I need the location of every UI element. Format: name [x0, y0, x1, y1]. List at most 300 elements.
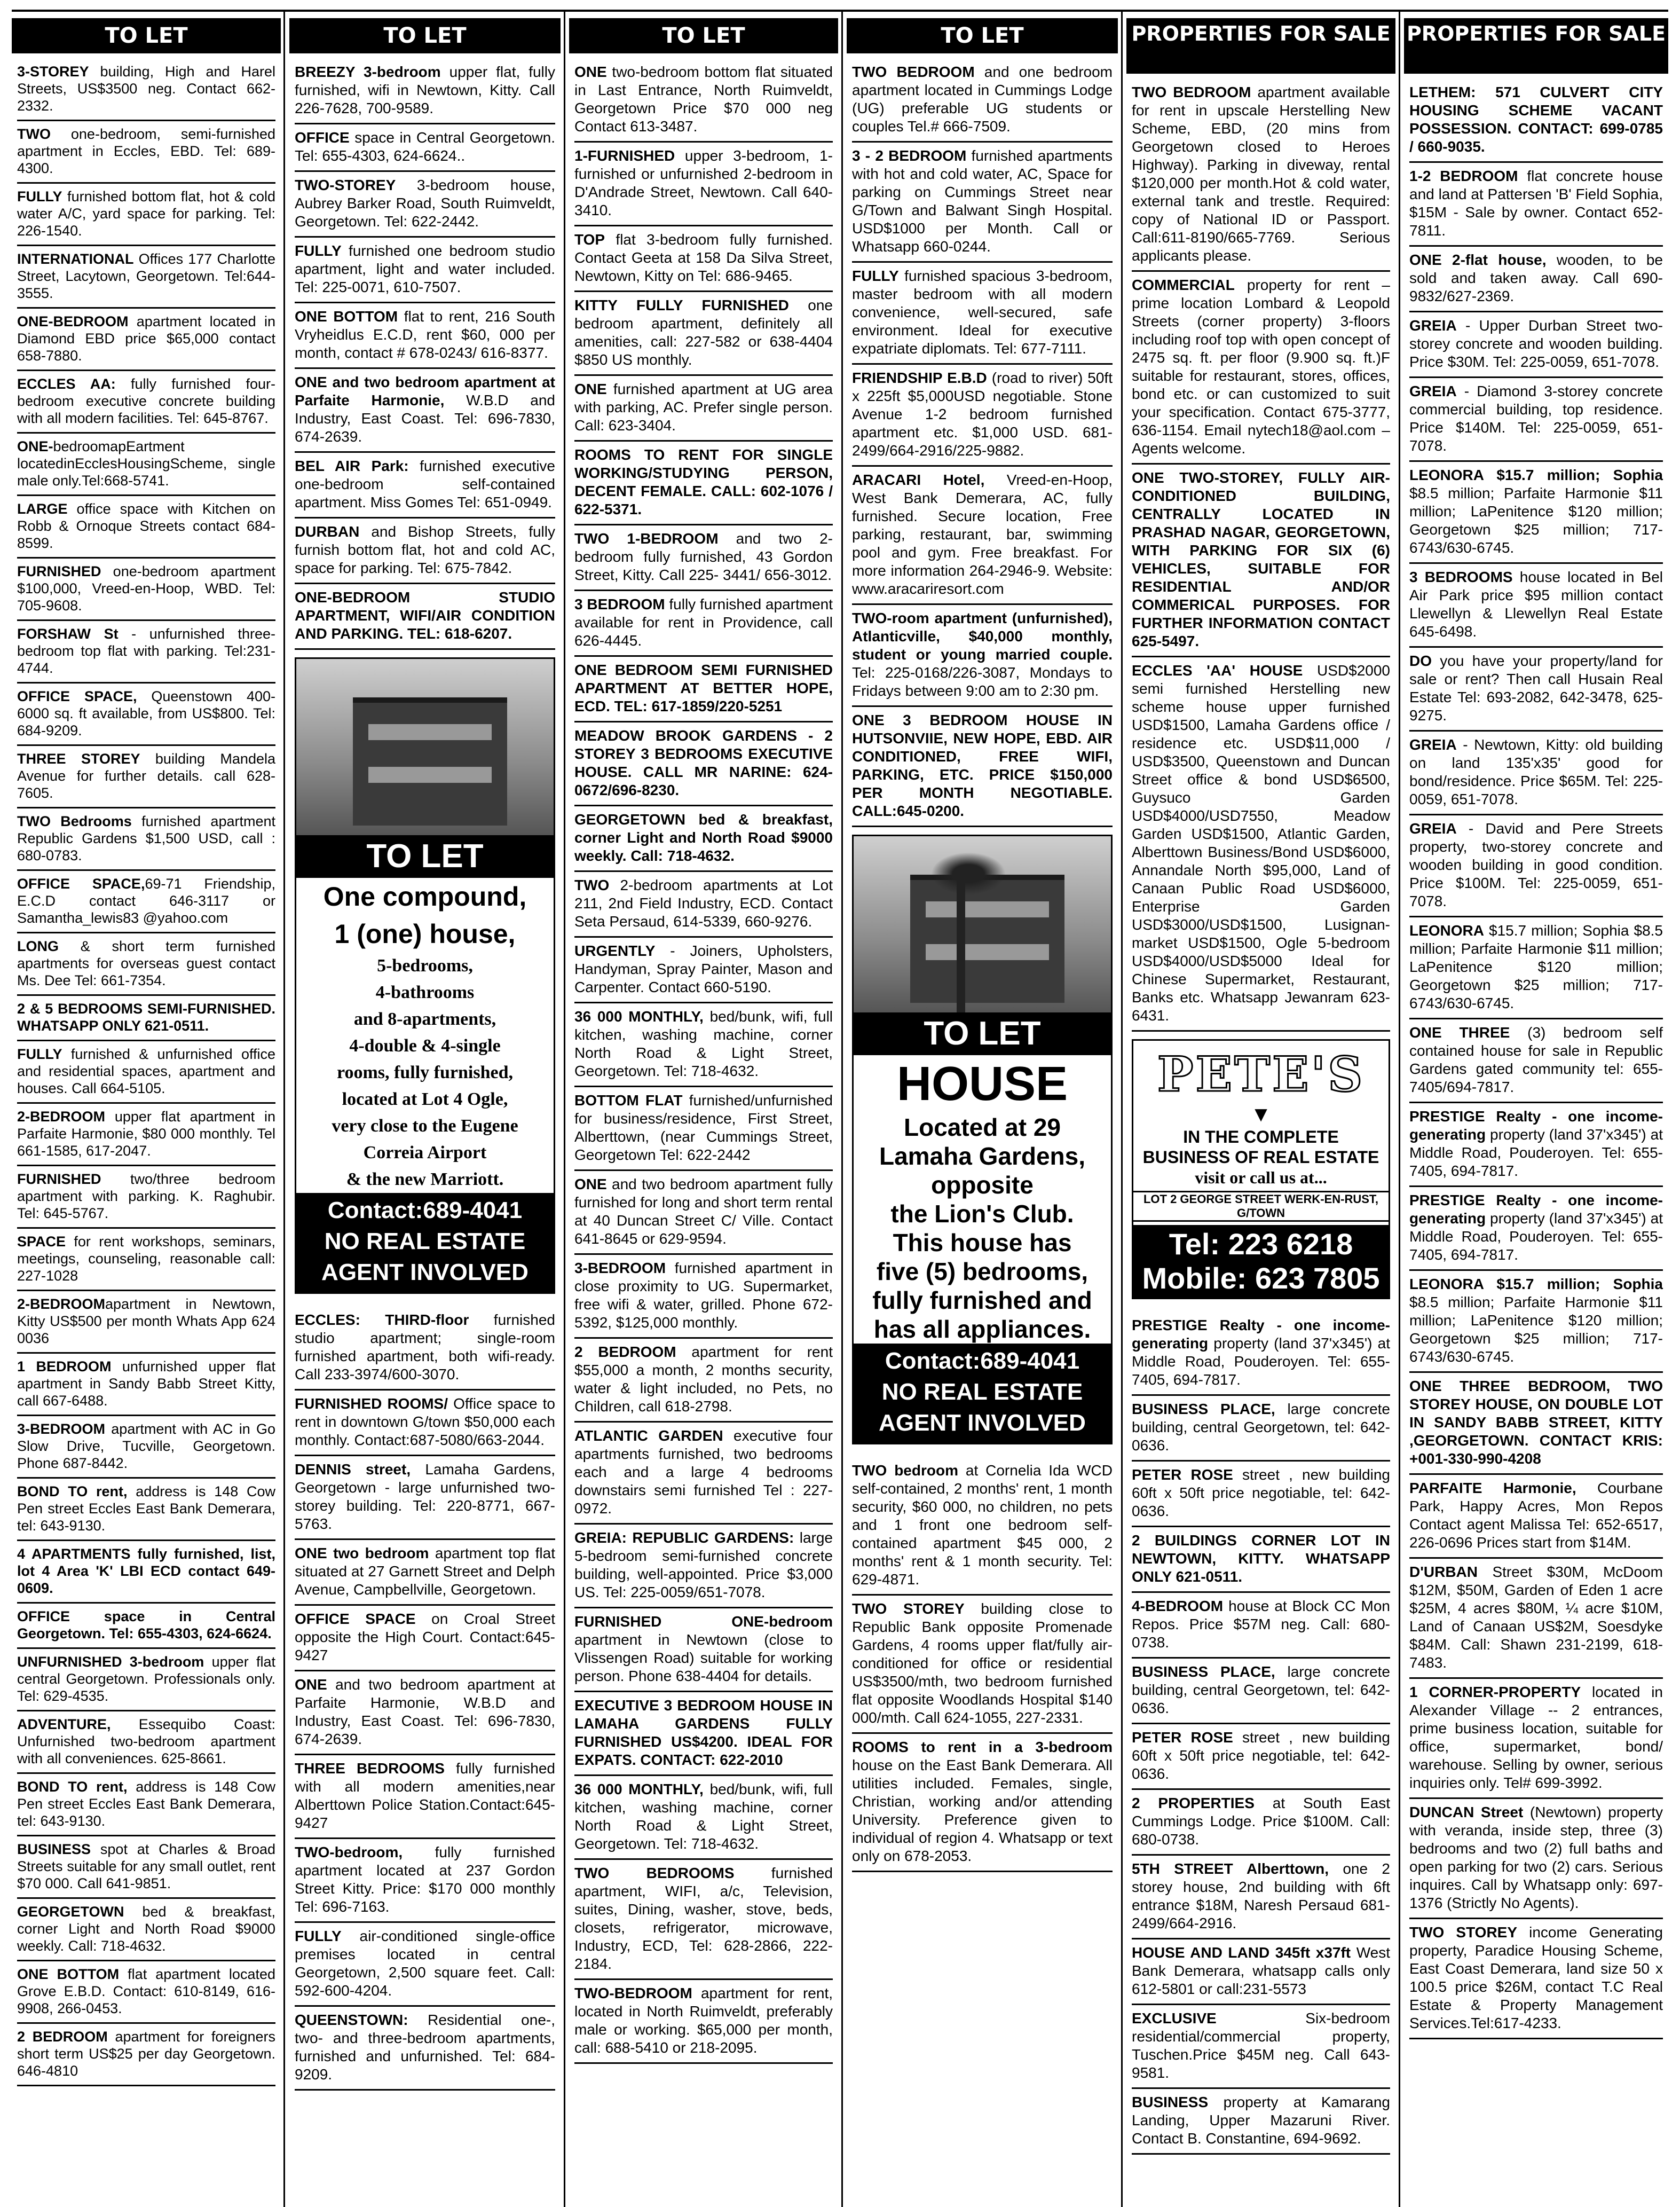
- ad-lead: ONE TWO-STOREY, FULLY AIR-CONDITIONED BUILDING, CENTRALLY LOCATED IN PRASHAD NAGAR, GEORGETOWN, WITH PARKING FOR SIX (6) VEHICLES, SUITABLE FOR RESIDENTIAL AND/OR COMMERICAL PURPOSES. FOR FURTHER INFORMATION CONTACT 625-5497.: [1132, 469, 1390, 649]
- ad-text: address is 148 Cow Pen street Eccles East Bank Demerara, tel: 643-9130.: [17, 1779, 275, 1829]
- ad-text: building, High and Harel Streets, US$3500 neg. Contact 662-2332.: [17, 64, 275, 114]
- ad-lead: 4 APARTMENTS fully furnished, list, lot 4 Area 'K' LBI ECD contact 649-0609.: [17, 1546, 275, 1596]
- classified-ad: [1409, 917, 1663, 1019]
- ad-text: two/three bedroom apartment with parking. K. Raghubir. Tel: 645-5767.: [17, 1171, 275, 1221]
- classified-ad: [295, 124, 555, 172]
- promo-line: Located at 29: [904, 1113, 1061, 1141]
- ad-lead: OFFICE SPACE: [295, 1611, 416, 1627]
- classified-ad: [1132, 1790, 1390, 1856]
- ad-text: Residential one-, two- and three-bedroom apartments, furnished and unfurnished. Tel: 684-9209.: [295, 2012, 555, 2083]
- ad-lead: FURNISHED ROOMS/: [295, 1395, 448, 1412]
- ad-list: [847, 1452, 1118, 1872]
- ad-list: [289, 53, 561, 650]
- ad-lead: BUSINESS: [17, 1841, 91, 1857]
- promo-line: very close to the Eugene: [332, 1116, 518, 1136]
- ad-lead: 1-FURNISHED: [574, 147, 675, 164]
- ad-text: street , new building 60ft x 50ft price negotiable, tel: 642-0636.: [1132, 1466, 1391, 1519]
- ad-text: property (land 37'x345') at Middle Road, Pouderoyen. Tel: 655-7405, 694-7817.: [1409, 1126, 1663, 1179]
- ad-text: large concrete building, central Georgetown, tel: 642-0636.: [1132, 1401, 1390, 1454]
- ad-lead: PRESTIGE Realty - one income-generating: [1409, 1108, 1663, 1143]
- ad-lead: ONE-BEDROOM STUDIO APARTMENT, WIFI/AIR CONDITION AND PARKING. TEL: 618-6207.: [295, 589, 555, 642]
- ad-lead: TWO-BEDROOM: [574, 1985, 692, 2001]
- ad-lead: ONE THREE: [1409, 1024, 1510, 1041]
- classified-ad: [574, 1423, 833, 1525]
- ad-text: unfurnished upper flat apartment in Sandy Babb Street Kitty, call 667-6488.: [17, 1358, 275, 1409]
- classified-ad: [295, 519, 555, 584]
- ad-list: [1126, 1307, 1395, 2155]
- ad-text: at South East Cummings Lodge. Price $100M. Call: 680-0738.: [1132, 1795, 1390, 1848]
- ad-text: air-conditioned single-office premises located in central Georgetown, 2,500 square feet. Call: 592-600-4204.: [295, 1928, 555, 1999]
- ad-lead: TWO BEDROOM: [1132, 84, 1251, 100]
- classified-ad: [1132, 1659, 1390, 1724]
- classified-ad: [1409, 648, 1663, 732]
- classified-ad: [1132, 1462, 1390, 1527]
- classified-ad: [295, 1671, 555, 1755]
- classified-ad: [295, 1391, 555, 1456]
- ad-lead: TWO: [17, 126, 51, 142]
- ad-lead: ECCLES AA:: [17, 376, 116, 392]
- ad-text: (3) bedroom self contained house for sale in Republic Gardens gated community tel: 655-7405/694-7817.: [1409, 1024, 1663, 1095]
- ad-text: and one bedroom apartment located in Cummings Lodge (UG) preferable UG students or couples Tel.# 666-7509.: [852, 64, 1113, 135]
- classified-ad: [17, 996, 275, 1041]
- ad-lead: 3 BEDROOM: [574, 596, 665, 612]
- ad-lead: OFFICE space in Central Georgetown. Tel: 655-4303, 624-6624.: [17, 1608, 275, 1641]
- ad-list: [1126, 74, 1395, 1032]
- ad-lead: 4-BEDROOM: [1132, 1598, 1224, 1614]
- ad-text: 2-bedroom apartments at Lot 211, 2nd Field Industry, ECD. Contact Seta Persaud, 614-5339, 660-9276.: [574, 877, 833, 930]
- classified-ad: [852, 1457, 1113, 1596]
- ad-text: and two bedroom apartment fully furnished for long and short term rental at 40 Duncan Street C/ Ville. Contact 641-8645 or 629-9594.: [574, 1176, 833, 1247]
- ad-lead: LEONORA $15.7 million; Sophia: [1409, 1276, 1663, 1292]
- classified-ad: [1132, 1939, 1390, 2005]
- ad-lead: 5TH STREET Alberttown,: [1132, 1860, 1329, 1877]
- column-properties-for-sale-2: [1404, 18, 1668, 2207]
- ad-lead: DENNIS street,: [295, 1461, 411, 1478]
- ad-text: Lamaha Gardens, Georgetown - large unfurnished two-storey building. Tel: 220-8771, 667-5763.: [295, 1461, 555, 1532]
- column-header: PROPERTIES FOR SALE: [1404, 18, 1668, 74]
- classified-ad: [17, 621, 275, 684]
- classified-ad: [295, 453, 555, 519]
- ad-text: bed & breakfast, corner Light and North Road $9000 weekly. Call: 718-4632.: [17, 1904, 275, 1954]
- classified-ad: [17, 1649, 275, 1711]
- ad-text: one-bedroom apartment $100,000, Vreed-en-Hoop, WBD. Tel: 705-9608.: [17, 563, 275, 614]
- classified-ad: [295, 1540, 555, 1606]
- ad-text: property (land 37'x345') at Middle Road, Pouderoyen. Tel: 655-7405, 694-7817.: [1409, 1210, 1663, 1263]
- classified-ad: [1132, 1724, 1390, 1790]
- classified-ad: [17, 746, 275, 808]
- classified-ad: [17, 1774, 275, 1836]
- ad-lead: 3 - 2 BEDROOM: [852, 147, 967, 164]
- column-header: TO LET: [289, 18, 561, 53]
- classified-ad: [574, 1980, 833, 2064]
- classified-ad: [295, 584, 555, 650]
- classified-ad: [852, 59, 1113, 143]
- ad-text: apartment located in Diamond EBD price $65,000 contact 658-7880.: [17, 313, 275, 364]
- ad-lead: HOUSE AND LAND 345ft x37ft: [1132, 1944, 1351, 1961]
- ad-text: - unfurnished three-bedroom top flat with parking. Tel:231-4744.: [17, 626, 275, 676]
- classified-ad: [574, 1339, 833, 1423]
- ad-text: spot at Charles & Broad Streets suitable for any small outlet, rent $70 000. Call 641-9851.: [17, 1841, 275, 1891]
- ad-list: [12, 53, 281, 2086]
- ad-text: USD$2000 semi furnished Herstelling new scheme house upper furnished USD$1500, Lamaha Gardens office / residence etc. USD$11,000 / USD$3500, Queenstown and Duncan Street office & bond USD$6500, Guysuco Garden USD$4000/USD7550, Meadow Garden USD$1500, Atlantic Garden, Alberttown Business/Bond USD$6000, Annandale North $95,000, Land of Canaan Public Road USD$6000, Enterprise Garden USD$3000/USD$1500, Lusignan-market USD$1500, Ogle 5-bedroom USD$4000/USD$5000 Ideal for Chinese Supermarket, Restaurant, Banks etc. Whatsapp Jewanram 623-6431.: [1132, 662, 1390, 1024]
- ad-lead: DURBAN: [295, 523, 360, 540]
- ad-text: building close to Republic Bank opposite Promenade Gardens, 4 rooms upper flat/fully air-conditioned for office or residential US$3500/mth, two bedroom furnished flat opposite Woodlands Hospital $140 000/mth. Call 624-1055, 227-2331.: [852, 1600, 1113, 1726]
- ad-lead: 2 BEDROOM: [17, 2029, 108, 2045]
- ad-lead: FURNISHED: [17, 1171, 101, 1187]
- ad-lead: PRESTIGE Realty - one income-generating: [1409, 1192, 1663, 1227]
- ad-text: located in Alexander Village -- 2 entrances, prime business location, suitable for office, supermarket, bond/ warehouse. Selling by owner, serious inquiries only. Tel# 699-3992.: [1409, 1684, 1663, 1791]
- classified-ad: [17, 2024, 275, 2086]
- promo-note: NO REAL ESTATE: [324, 1228, 526, 1254]
- classified-ad: [1132, 79, 1390, 272]
- classified-ad: [17, 1541, 275, 1604]
- ad-lead: GREIA: REPUBLIC GARDENS:: [574, 1529, 794, 1546]
- ad-lead: ONE: [574, 1176, 607, 1192]
- ad-lead: DO: [1409, 653, 1432, 669]
- ad-text: apartment in Newtown, Kitty US$500 per month Whats App 624 0036: [17, 1296, 275, 1346]
- petes-tagline: BUSINESS OF REAL ESTATE: [1142, 1148, 1379, 1167]
- compound-promo-box: [295, 657, 555, 1294]
- promo-line: the Lion's Club.: [890, 1200, 1074, 1228]
- column-header: PROPERTIES FOR SALE: [1126, 18, 1395, 74]
- promo-line: 4-double & 4-single: [349, 1036, 501, 1056]
- ad-lead: GREIA: [1409, 820, 1457, 837]
- classified-ad: [852, 143, 1113, 263]
- promo-line: has all appliances.: [873, 1315, 1091, 1343]
- classified-ad: [1409, 312, 1663, 378]
- ad-text: one bedroom apartment, definitely all amenities, call: 227-582 or 638-4404 $850 US monthly.: [574, 297, 833, 368]
- classified-ad: [1409, 79, 1663, 163]
- classified-ad: [1132, 272, 1390, 465]
- promo-note: NO REAL ESTATE: [881, 1379, 1083, 1405]
- classified-ad: [1409, 1271, 1663, 1373]
- ad-lead: 3-BEDROOM: [17, 1421, 106, 1437]
- classified-ad: [17, 1479, 275, 1541]
- classified-ad: [17, 121, 275, 184]
- ad-lead: OFFICE SPACE,: [17, 688, 137, 704]
- apartment-building-photo: [296, 659, 554, 835]
- ad-text: 69-71 Friendship, E.C.D contact 646-3117 or Samantha_lewis83 @yahoo.com: [17, 876, 275, 926]
- ad-text: - Upper Durban Street two-storey concrete and wooden building. Price $30M. Tel: 225-0059, 651-7078.: [1409, 317, 1663, 370]
- ad-lead: THREE STOREY: [17, 751, 140, 767]
- ad-lead: 1-2 BEDROOM: [1409, 168, 1518, 184]
- ad-text: at Cornelia Ida WCD self-contained, 2 months' rent, 1 month security, $60 000, no children, no pets and 1 front one bedroom self-contained apartment $45 000, 2 months' rent & 1 month security. Tel: 629-4871.: [852, 1462, 1113, 1588]
- ad-text: Office space to rent in downtown G/town $50,000 each monthly. Contact:687-5080/663-2044.: [295, 1395, 555, 1448]
- classified-ad: [574, 376, 833, 442]
- ad-text: apartment for rent $55,000 a month, 2 months security, water & light included, no Pets, no Children, call 618-2798.: [574, 1344, 833, 1415]
- ad-lead: BUSINESS PLACE,: [1132, 1401, 1275, 1417]
- ad-lead: GREIA: [1409, 317, 1457, 334]
- classified-ad: [295, 59, 555, 124]
- ad-lead: TWO 1-BEDROOM: [574, 530, 719, 547]
- ad-lead: TWO BEDROOM: [852, 64, 975, 80]
- ad-lead: EXECUTIVE 3 BEDROOM HOUSE IN LAMAHA GARDENS FULLY FURNISHED US$4200. IDEAL FOR EXPATS. CONTACT: 622-2010: [574, 1697, 833, 1768]
- ad-lead: ONE: [295, 1676, 327, 1693]
- ad-lead: 2 & 5 BEDROOMS SEMI-FURNISHED. WHATSAPP ONLY 621-0511.: [17, 1001, 275, 1034]
- ad-lead: FULLY: [295, 1928, 342, 1944]
- classified-ad: [574, 226, 833, 292]
- classified-ad: [574, 938, 833, 1003]
- ad-text: Tel: 225-0168/226-3087, Mondays to Fridays between 9:00 am to 2:30 pm.: [852, 664, 1113, 699]
- classified-ad: [1132, 2005, 1390, 2089]
- classified-ad: [574, 591, 833, 657]
- down-arrow-icon: ▼: [1250, 1103, 1272, 1126]
- ad-text: $15.7 million; Sophia $8.5 million; Parfaite Harmonie $11 million; LaPenitence $120 million; Georgetown $25 million; 717-6743/630-6745.: [1409, 922, 1663, 1011]
- classified-ad: [852, 707, 1113, 827]
- classified-ad: [17, 1166, 275, 1229]
- classified-ad: [1409, 815, 1663, 917]
- ad-lead: GEORGETOWN: [17, 1904, 124, 1920]
- ad-lead: FULLY: [852, 268, 899, 284]
- ad-text: upper flat central Georgetown. Professionals only. Tel: 629-4535.: [17, 1654, 276, 1704]
- promo-phone: Contact:689-4041: [885, 1348, 1080, 1374]
- ad-text: fully furnished apartment located at 237 Gordon Street Kitty. Price: $170 000 monthly Tel: 696-7163.: [295, 1844, 555, 1915]
- ad-text: fully furnished with all modern amenities,near Alberttown Police Station.Contact:645-9427: [295, 1760, 555, 1831]
- ad-lead: TWO-room apartment (unfurnished), Atlanticville, $40,000 monthly, student or young married couple.: [852, 610, 1113, 663]
- ad-lead: OFFICE: [295, 129, 350, 146]
- ad-lead: ADVENTURE,: [17, 1716, 111, 1732]
- ad-text: large 5-bedroom semi-furnished concrete building, well-appointed. Price $3,000 US. Tel: 225-0059/651-7078.: [574, 1529, 833, 1600]
- ad-lead: FORSHAW St: [17, 626, 119, 642]
- classified-ad: [852, 605, 1113, 707]
- classified-ad: [574, 1776, 833, 1860]
- classified-ad: [17, 1104, 275, 1166]
- ad-text: (road to river) 50ft x 225ft $5,000USD negotiable. Stone Avenue 1-2 bedroom furnished apartment etc. $1,000 USD. 681-2499/664-2916/225-9882.: [852, 370, 1113, 459]
- promo-line: located at Lot 4 Ogle,: [342, 1089, 508, 1109]
- classified-ad: [852, 467, 1113, 605]
- ad-text: building Mandela Avenue for further details. call 628-7605.: [17, 751, 275, 801]
- column-divider: [1399, 11, 1400, 2207]
- ad-text: apartment for foreigners short term US$25 per day Georgetown. 646-4810: [17, 2029, 275, 2079]
- ad-lead: ONE 3 BEDROOM HOUSE IN HUTSONVIIE, NEW HOPE, EBD. AIR CONDITIONED, FREE WIFI, PARKING, ETC. PRICE $150,000 PER MONTH NEGOTIABLE. CALL:645-0200.: [852, 712, 1113, 819]
- column-divider: [564, 11, 565, 2207]
- ad-text: large concrete building, central Georgetown, tel: 642-0636.: [1132, 1663, 1390, 1716]
- petes-real-estate-ad: [1132, 1039, 1390, 1299]
- ad-lead: QUEENSTOWN:: [295, 2012, 408, 2028]
- column-header: TO LET: [569, 18, 838, 53]
- ad-lead: 2 BUILDINGS CORNER LOT IN NEWTOWN, KITTY. WHATSAPP ONLY 621-0511.: [1132, 1532, 1390, 1585]
- column-properties-for-sale-1: [1126, 18, 1395, 2207]
- ad-lead: 2-BEDROOM: [17, 1109, 106, 1125]
- ad-lead: BUSINESS PLACE,: [1132, 1663, 1275, 1680]
- classified-ad: [574, 872, 833, 938]
- classified-ad: [17, 933, 275, 996]
- ad-text: West Bank Demerara, whatsapp calls only 612-5801 or call:231-5573: [1132, 1944, 1390, 1997]
- ad-text: on Croal Street opposite the High Court. Contact:645-9427: [295, 1611, 555, 1663]
- ad-text: executive four apartments furnished, two bedrooms each and a large 4 bedrooms downstairs semi furnished Tel : 227-0972.: [574, 1427, 833, 1517]
- ad-list: [569, 53, 838, 2064]
- ad-lead: GREIA: [1409, 736, 1457, 753]
- classified-ad: [574, 1608, 833, 1692]
- ad-lead: GEORGETOWN bed & breakfast, corner Light and North Road $9000 weekly. Call: 718-4632.: [574, 811, 833, 864]
- promo-line: 4-bathrooms: [375, 983, 475, 1002]
- promo-line: Correia Airport: [363, 1143, 487, 1163]
- ad-lead: ATLANTIC GARDEN: [574, 1427, 723, 1444]
- classified-ad: [1409, 1019, 1663, 1103]
- classified-ad: [574, 525, 833, 591]
- promo-heading: TO LET: [296, 835, 554, 878]
- ad-text: property at Kamarang Landing, Upper Mazaruni River. Contact B. Constantine, 694-9692.: [1132, 2094, 1390, 2147]
- ad-lead: KITTY FULLY FURNISHED: [574, 297, 789, 313]
- promo-heading: TO LET: [854, 1012, 1111, 1055]
- ad-text: space in Central Georgetown. Tel: 655-4303, 624-6624..: [295, 129, 555, 164]
- classified-ad: [295, 1456, 555, 1540]
- ad-lead: ONE THREE BEDROOM, TWO STOREY HOUSE, ON DOUBLE LOT IN SANDY BABB STREET, KITTY ,GEORGETOWN. CONTACT KRIS: +001-330-990-4208: [1409, 1378, 1663, 1467]
- ad-lead: ECCLES 'AA' HOUSE: [1132, 662, 1303, 679]
- ad-text: you have your property/land for sale or rent? Then call Husain Real Estate Tel: 693-2082, 642-3478, 625-9275.: [1409, 653, 1663, 724]
- ad-lead: ECCLES: THIRD-floor: [295, 1311, 469, 1328]
- classified-ad: [17, 808, 275, 871]
- ad-lead: BOND TO rent,: [17, 1779, 128, 1795]
- ad-text: furnished spacious 3-bedroom, master bedroom with all modern convenience, well-secured, safe environment. Ideal for executive expatriate diplomats. Tel: 677-7111.: [852, 268, 1113, 357]
- promo-subheading: 1 (one) house,: [334, 919, 516, 949]
- classified-ad: [17, 59, 275, 121]
- column-divider: [1121, 11, 1123, 2207]
- classified-ad: [17, 246, 275, 309]
- ad-list: [847, 53, 1118, 827]
- ad-text: furnished apartment, WIFI, a/c, Television, suites, Dining, washer, stove, beds, closets, refrigerator, microwave, Industry, ECD, Tel: 628-2866, 222-2184.: [574, 1865, 833, 1972]
- ad-lead: FULLY: [17, 1046, 62, 1062]
- ad-text: and two 2-bedroom fully furnished, 43 Gordon Street, Kitty. Call 225- 3441/ 656-3012.: [574, 530, 833, 583]
- ad-lead: ONE BOTTOM: [295, 308, 398, 325]
- classified-ad: [1409, 1559, 1663, 1679]
- promo-line: This house has: [893, 1229, 1072, 1256]
- column-to-let-4: [847, 18, 1118, 2207]
- promo-line: Lamaha Gardens,: [879, 1142, 1086, 1170]
- promo-phone: Contact:689-4041: [327, 1197, 523, 1223]
- ad-text: property for rent – prime location Lombard & Leopold Streets (corner property) 3-floors including roof top with open concept of 2475 sq. ft. per floor (9.900 sq. ft.)F suitable for restaurant, stores, offices, bond etc. or can customized to suit your specification. Contact 675-3777, 636-1154. Email nytech18@aol.com – Agents welcome.: [1132, 277, 1390, 457]
- petes-mobile: Mobile: 623 7805: [1142, 1261, 1380, 1295]
- ad-text: furnished apartments with hot and cold water, AC, Space for parking on Cummings Street near G/Town and Balwant Singh Hospital. USD$1000 per Month. Call or Whatsapp 660-0244.: [852, 147, 1113, 255]
- classified-ad: [574, 1003, 833, 1087]
- classified-ad: [574, 1692, 833, 1776]
- ad-lead: UNFURNISHED 3-bedroom: [17, 1654, 204, 1670]
- classified-ad: [295, 1755, 555, 1839]
- ad-lead: PETER ROSE: [1132, 1466, 1233, 1483]
- ad-text: one-bedroom, semi-furnished apartment in Eccles, EBD. Tel: 689-4300.: [17, 126, 275, 176]
- classified-ad: [17, 1354, 275, 1416]
- ad-lead: BOND TO rent,: [17, 1483, 128, 1499]
- ad-text: Essequibo Coast: Unfurnished two-bedroom apartment with all conveniences. 625-8661.: [17, 1716, 275, 1766]
- ad-text: furnished & unfurnished office and residential spaces, apartment and houses. Call 664-5105.: [17, 1046, 275, 1096]
- ad-text: apartment with AC in Go Slow Drive, Tucville, Georgetown. Phone 687-8442.: [17, 1421, 275, 1471]
- ad-text: & short term furnished apartments for overseas guest contact Ms. Dee Tel: 661-7354.: [17, 938, 275, 988]
- ad-lead: COMMERCIAL: [1132, 277, 1235, 293]
- ad-text: flat to rent, 216 South Vryheidlus E.C.D, rent $60, 000 per month, contact # 678-0243/ 616-8377.: [295, 308, 556, 361]
- classified-ad: [1409, 378, 1663, 462]
- classified-ad: [1409, 247, 1663, 312]
- ad-list: [289, 1301, 561, 2091]
- promo-line: and 8-apartments,: [353, 1009, 496, 1029]
- classified-ad: [17, 1899, 275, 1961]
- promo-line: five (5) bedrooms,: [876, 1258, 1089, 1285]
- classified-ad: [17, 871, 275, 933]
- column-to-let-1: [12, 18, 281, 2207]
- classified-ad: [295, 303, 555, 369]
- ad-text: street , new building 60ft x 50ft price negotiable, tel: 642-0636.: [1132, 1729, 1391, 1782]
- ad-text: Courbane Park, Happy Acres, Mon Repos Contact agent Malissa Tel: 652-6517, 226-0696 Prices start from $14M.: [1409, 1480, 1663, 1551]
- ad-lead: LETHEM: 571 CULVERT CITY HOUSING SCHEME VACANT POSSESSION. CONTACT: 699-0785 / 660-9035.: [1409, 84, 1663, 155]
- ad-lead: TWO BEDROOMS: [574, 1865, 735, 1881]
- ad-text: house at Block CC Mon Repos. Price $57M neg. Call: 680-0738.: [1132, 1598, 1390, 1651]
- ad-lead: URGENTLY: [574, 943, 656, 959]
- ad-lead: THREE BEDROOMS: [295, 1760, 445, 1777]
- column-header: TO LET: [12, 18, 281, 53]
- ad-text: upper flat, fully furnished, wifi in Newtown, Kitty. Call 226-7628, 700-9589.: [295, 64, 555, 116]
- ad-text: apartment top flat situated at 27 Garnett Street and Delph Avenue, Campbellville, Georgetown.: [295, 1545, 555, 1598]
- ad-text: and two bedroom apartment at Parfaite Harmonie, W.B.D and Industry, East Coast. Tel: 696-7830, 674-2639.: [295, 1676, 555, 1747]
- classified-ad: [17, 434, 275, 496]
- ad-lead: LEONORA $15.7 million; Sophia: [1409, 467, 1663, 483]
- ad-text: Six-bedroom residential/commercial property, Tuschen.Price $45M neg. Call 643-9581.: [1132, 2010, 1390, 2081]
- classified-ad: [574, 1525, 833, 1608]
- classified-ad: [574, 657, 833, 722]
- promo-note: AGENT INVOLVED: [879, 1410, 1086, 1436]
- promo-subheading: HOUSE: [896, 1057, 1068, 1111]
- column-divider: [283, 11, 285, 2207]
- ad-lead: ARACARI Hotel,: [852, 472, 985, 488]
- promo-line: 5-bedrooms,: [377, 956, 473, 976]
- promo-line: rooms, fully furnished,: [337, 1063, 513, 1082]
- ad-text: office space with Kitchen on Robb & Ornoque Streets contact 684-8599.: [17, 501, 275, 551]
- classified-ad: [574, 143, 833, 226]
- classified-ad: [1132, 1856, 1390, 1939]
- classified-ad: [17, 684, 275, 746]
- classified-ad: [1132, 465, 1390, 657]
- classified-ad: [17, 1291, 275, 1354]
- ad-lead: TWO Bedrooms: [17, 813, 132, 829]
- classified-ad: [1132, 2089, 1390, 2155]
- ad-text: furnished apartment Republic Gardens $1,500 USD, call : 680-0783.: [17, 813, 275, 863]
- ad-text: flat 3-bedroom fully furnished. Contact Geeta at 158 Da Silva Street, Newtown, Kitty on Tel: 686-9465.: [574, 231, 833, 284]
- classified-ad: [574, 1255, 833, 1339]
- ad-lead: BOTTOM FLAT: [574, 1092, 683, 1109]
- column-header: TO LET: [847, 18, 1118, 53]
- classified-ad: [1132, 657, 1390, 1032]
- ad-lead: MEADOW BROOK GARDENS - 2 STOREY 3 BEDROOMS EXECUTIVE HOUSE. CALL MR NARINE: 624-0672/696-8230.: [574, 727, 833, 798]
- ad-text: furnished/unfurnished for business/residence, First Street, Alberttown, (near Cummings Street, Georgetown Tel: 622-2442: [574, 1092, 833, 1163]
- classified-ad: [574, 59, 833, 143]
- classified-ad: [17, 496, 275, 559]
- classified-ad: [1409, 163, 1663, 247]
- promo-contact: [296, 1193, 554, 1292]
- ad-text: for rent workshops, seminars, meetings, counseling, reasonable call: 227-1028: [17, 1234, 275, 1284]
- ad-lead: 2 BEDROOM: [574, 1344, 676, 1360]
- ad-lead: ONE and two bedroom apartment at Parfaite Harmonie,: [295, 374, 555, 409]
- ad-text: 3-bedroom house, Aubrey Barker Road, South Ruimveldt, Georgetown. Tel: 622-2442.: [295, 177, 555, 230]
- classified-ad: [852, 1734, 1113, 1872]
- classified-ad: [295, 1606, 555, 1671]
- column-divider: [841, 11, 843, 2207]
- classified-ad: [1132, 1593, 1390, 1659]
- ad-text: address is 148 Cow Pen street Eccles East Bank Demerara, tel: 643-9130.: [17, 1483, 275, 1534]
- petes-tel: Tel: 223 6218: [1169, 1227, 1353, 1261]
- ad-lead: 3 BEDROOMS: [1409, 569, 1513, 585]
- ad-lead: FURNISHED ONE-bedroom: [574, 1613, 833, 1630]
- ad-lead: TWO-bedroom,: [295, 1844, 403, 1860]
- ad-text: and Bishop Streets, fully furnish bottom flat, hot and cold AC, space for parking. Tel: 675-7842.: [295, 523, 555, 576]
- ad-lead: LONG: [17, 938, 59, 954]
- ad-lead: ONE BOTTOM: [17, 1966, 120, 1982]
- ad-text: property (land 37'x345') at Middle Road, Pouderoyen. Tel: 655-7405, 694-7817.: [1132, 1335, 1390, 1388]
- ad-lead: 36 000 MONTHLY,: [574, 1008, 704, 1025]
- ad-text: two-bedroom bottom flat situated in Last Entrance, North Ruimveldt, Georgetown Price $70 000 neg Contact 613-3487.: [574, 64, 833, 135]
- ad-text: bedroomapEartment locatedinEcclesHousingScheme, single male only.Tel:668-5741.: [17, 438, 275, 489]
- ad-text: (Newtown) property with veranda, inside step, three (3) bedrooms and two (2) full baths and open parking for two (2) cars. Serious inquires. Call by Whatsapp only: 697-1376 (Strictly No Agents).: [1409, 1804, 1663, 1911]
- ad-lead: ONE: [574, 381, 607, 397]
- ad-lead: EXCLUSIVE: [1132, 2010, 1217, 2027]
- classified-ad: [1409, 564, 1663, 648]
